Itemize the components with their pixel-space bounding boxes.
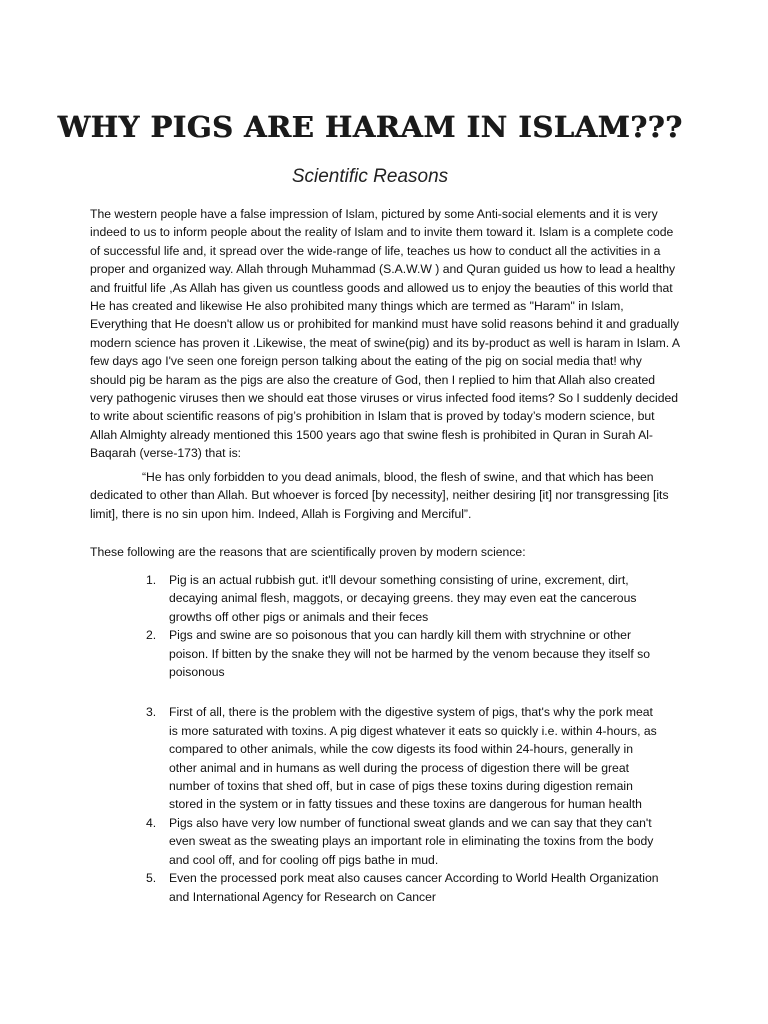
reason-number: 4. — [146, 815, 157, 830]
document-subtitle: Scientific Reasons — [291, 166, 449, 187]
reason-item — [140, 626, 660, 681]
document-title: WHY PIGS ARE HARAM IN ISLAM??? — [57, 110, 683, 144]
reason-item — [140, 869, 660, 906]
reason-number: 1. — [146, 573, 157, 587]
reason-text: Pigs and swine are so poisonous that you can hardly kill them with strychnine or other poison. If bitten by the snake they will not be harmed by the venom because they itself so poisonous — [169, 628, 651, 680]
reason-item — [140, 703, 660, 813]
reason-number: 2. — [146, 628, 157, 643]
reasons-list — [140, 571, 660, 906]
intro-section — [90, 205, 680, 463]
reason-text: Even the processed pork meat also causes cancer According to World Health Organization and International Agency for Research on Cancer — [169, 871, 659, 904]
reason-number: 3. — [146, 705, 157, 720]
reason-number: 5. — [146, 871, 157, 886]
quran-quote: “He has only forbidden to you dead animals, blood, the flesh of swine, and that which has been dedicated to other than Allah. But whoever is forced [by necessity], neither desiring [it] nor transgressing [its limit], there is no sin upon him. Indeed, Allah is Forgiving and Merciful”. — [90, 470, 669, 521]
reason-text: Pigs also have very low number of functional sweat glands and we can say that they can't even sweat as the sweating plays an important role in eliminating the toxins from the body and cool off, and for cooling off pigs bathe in mud. — [169, 815, 654, 867]
reasons-intro: These following are the reasons that are scientifically proven by modern science: — [90, 545, 526, 559]
reason-text: First of all, there is the problem with the digestive system of pigs, that's why the pork meat is more saturated with toxins. A pig digest whatever it eats so quickly i.e. within 4-hours, as compared to other animals, while the cow digests its food within 24-hours, generally in other animal and in humans as well during the process of digestion there will be great number of toxins that shed off, but in case of pigs these toxins during digestion remain stored in the system or in fatty tissues and these toxins are dangerous for human health — [169, 705, 657, 812]
reason-text: Pig is an actual rubbish gut. it'll devour something consisting of urine, excrement, dirt, decaying animal flesh, maggots, or decaying greens. they may even eat the cancerous growths off other pigs or animals and their feces — [169, 573, 637, 624]
reason-item — [140, 571, 660, 626]
intro-paragraph: The western people have a false impression of Islam, pictured by some Anti-social elements and it is very indeed to us to inform people about the reality of Islam and to invite them toward it. Islam is a complete code of successful life and, it spread over the wide-range of life, teaches us how to conduct all the activities in a proper and organized way. Allah through Muhammad (S.A.W.W ) and Quran guided us how to lead a healthy and fruitful life ,As Allah has given us countless goods and allowed us to enjoy the beauties of this world that He has created and likewise He also prohibited many things which are termed as "Haram" in Islam, Everything that He doesn't allow us or prohibited for mankind must have solid reasons behind it and gradually modern science has proven it .Likewise, the meat of swine(pig) and its by-product as well is haram in Islam. A few days ago I've seen one foreign person talking about the eating of the pig on social media that! why should pig be haram as the pigs are also the creature of God, then I replied to him that Allah also created very pathogenic viruses then we should eat those viruses or virus infected food items? So I suddenly decided to write about scientific reasons of pig’s prohibition in Islam that is proved by today’s modern science, but Allah Almighty already mentioned this 1500 years ago that swine flesh is prohibited in Quran in Surah Al-Baqarah (verse-173) that is: — [90, 207, 680, 461]
reason-item — [140, 814, 660, 869]
